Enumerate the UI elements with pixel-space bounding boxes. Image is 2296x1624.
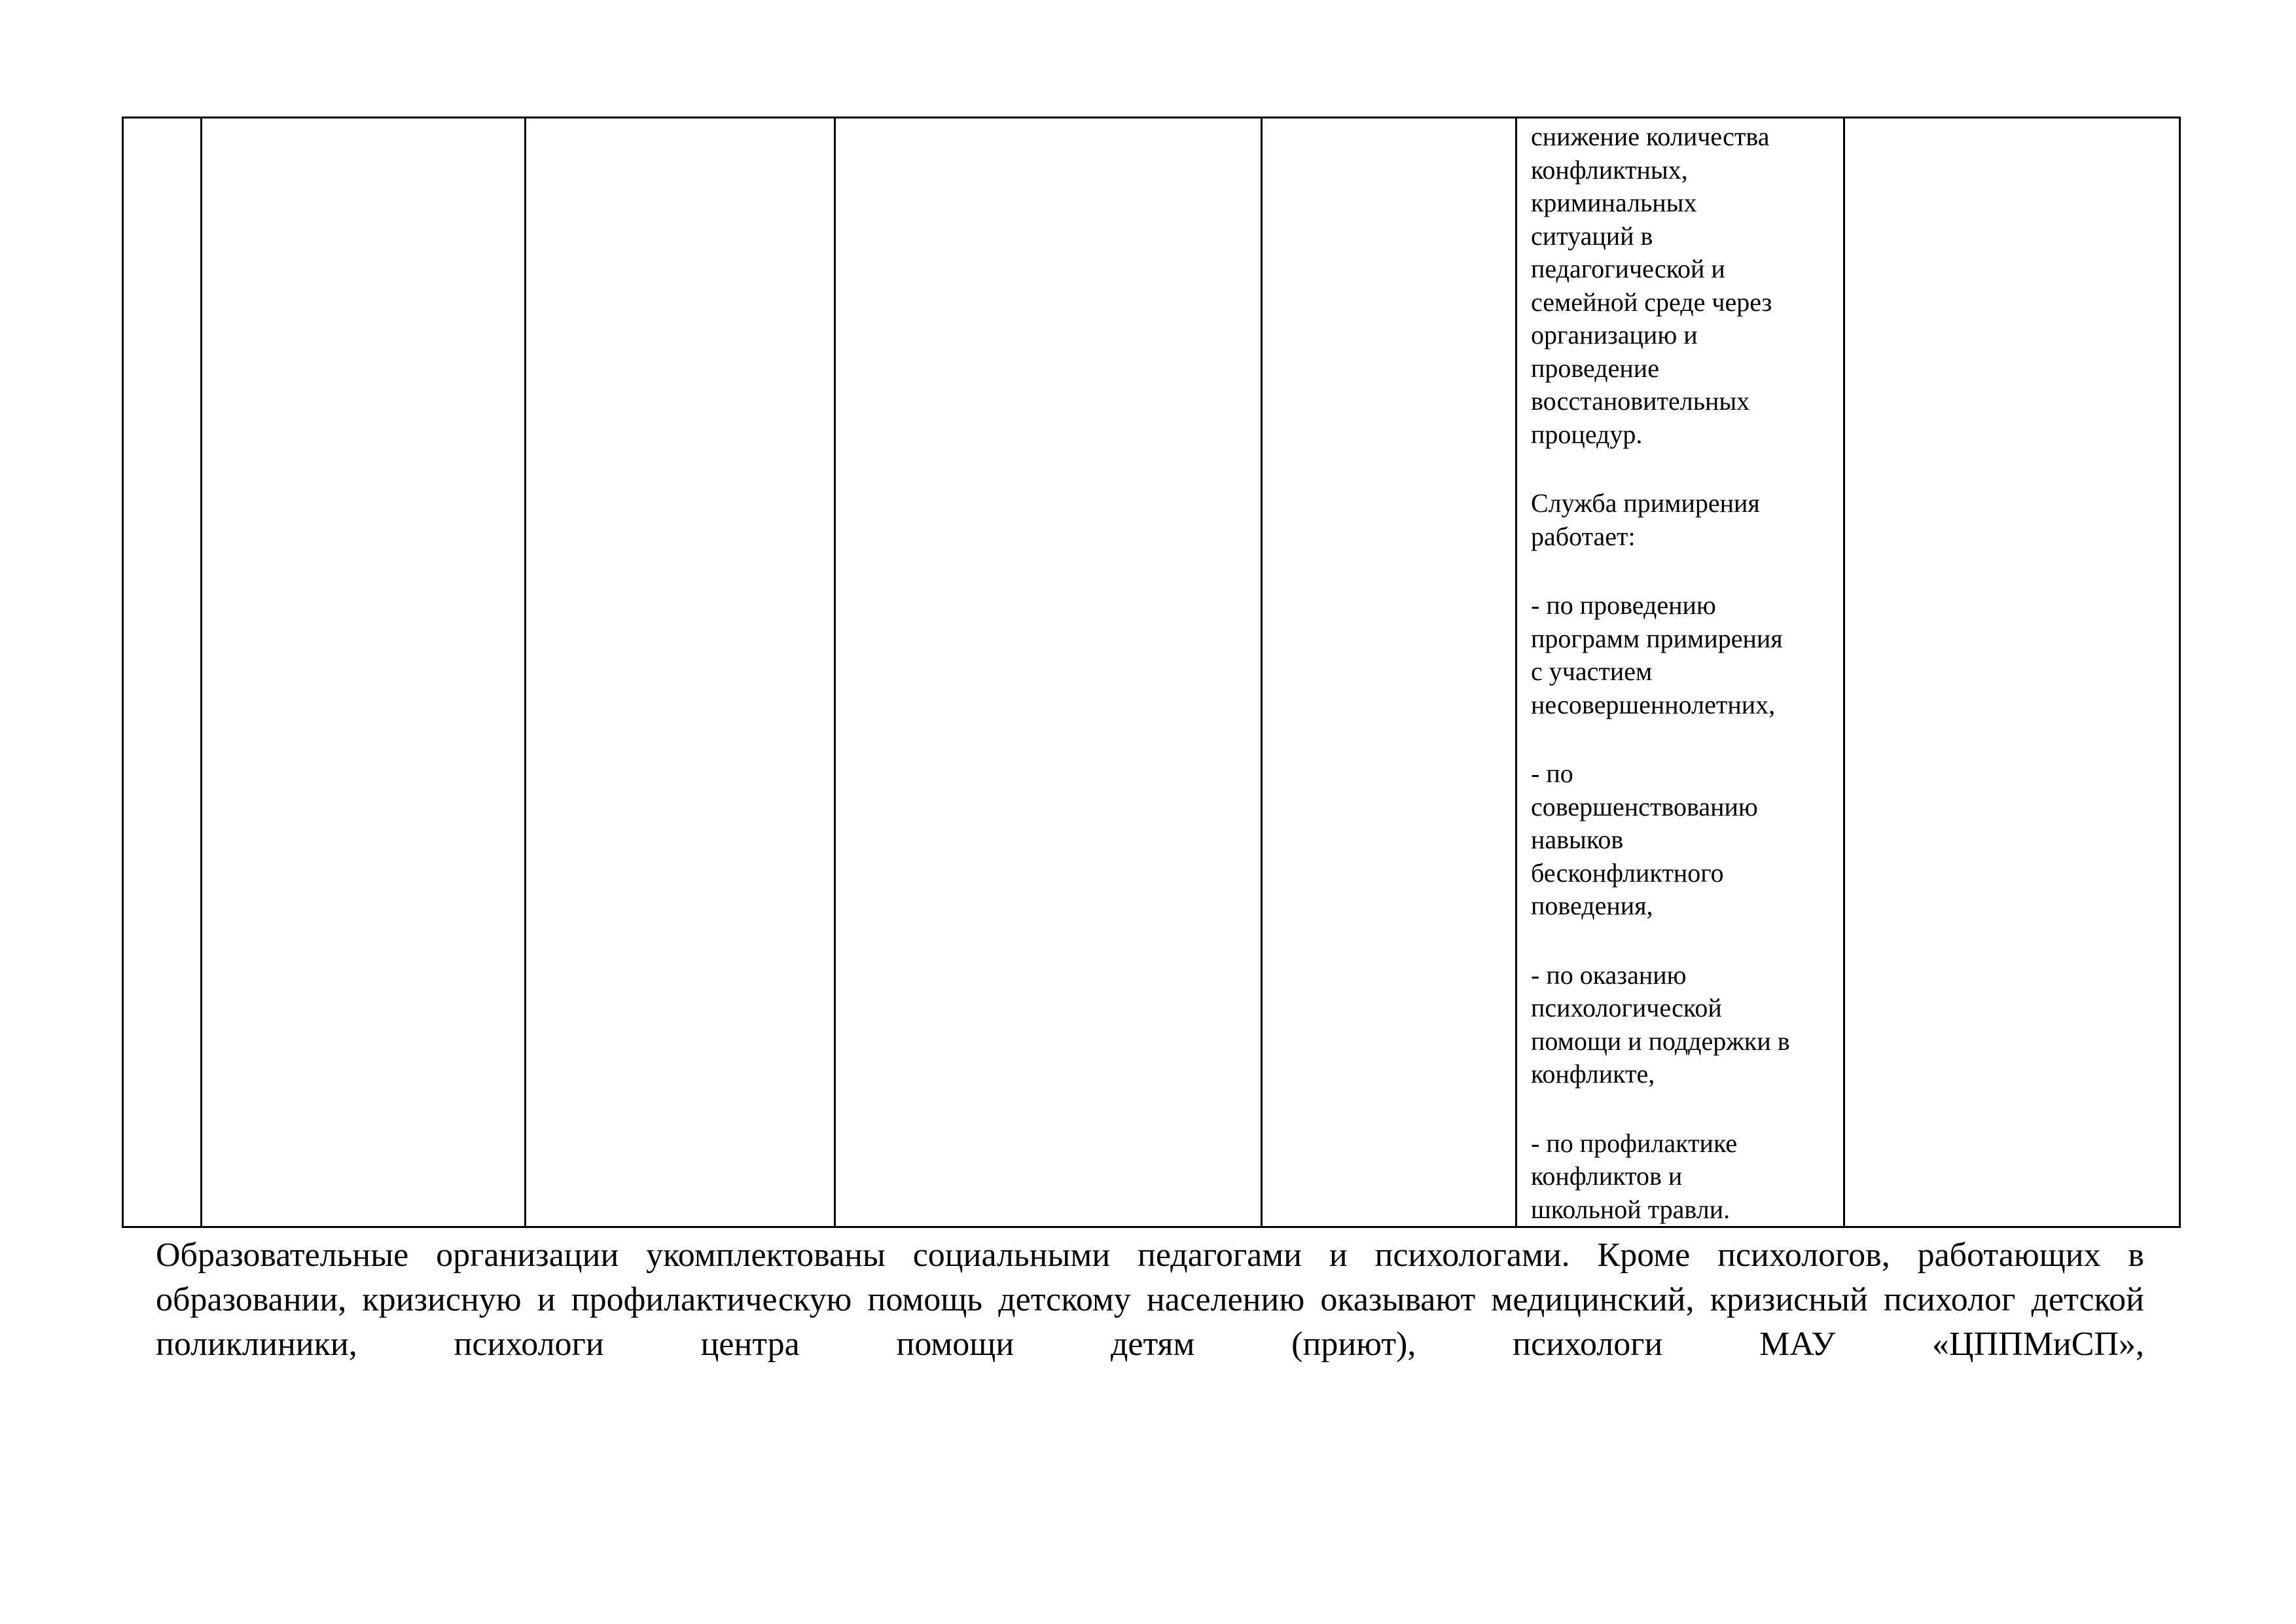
cell-paragraph: - по профилактике конфликтов и школьной травли.	[1531, 1128, 1738, 1224]
column-divider	[1261, 118, 1263, 1226]
column-divider	[524, 118, 526, 1226]
column-divider	[200, 118, 202, 1226]
table-cell-results	[1531, 118, 1852, 1228]
body-paragraph: Образовательные организации укомплектованы социальными педагогами и психологами. Кроме психологов, работающих в образовании, кризисную и профилактическую помощь детскому населению оказывают медицинский, кризисный психолог детской поликлиники, психологи центра помощи детям (приют), психологи МАУ «ЦППМиСП»,	[156, 1236, 2144, 1363]
cell-paragraph: - по проведению программ примирения с участием несовершеннолетних,	[1531, 590, 1783, 719]
cell-paragraph: - по совершенствованию навыков бесконфликтного поведения,	[1531, 759, 1758, 920]
cell-paragraph: Служба примирения работает:	[1531, 488, 1760, 551]
cell-paragraph: - по оказанию психологической помощи и поддержки в конфликте,	[1531, 960, 1790, 1089]
column-divider	[834, 118, 836, 1226]
column-divider	[1515, 118, 1517, 1226]
data-table	[122, 117, 2181, 1228]
cell-paragraph: снижение количества конфликтных, криминальных ситуаций в педагогической и семейной среде через организацию и проведение восстановительных процедур.	[1531, 122, 1772, 449]
